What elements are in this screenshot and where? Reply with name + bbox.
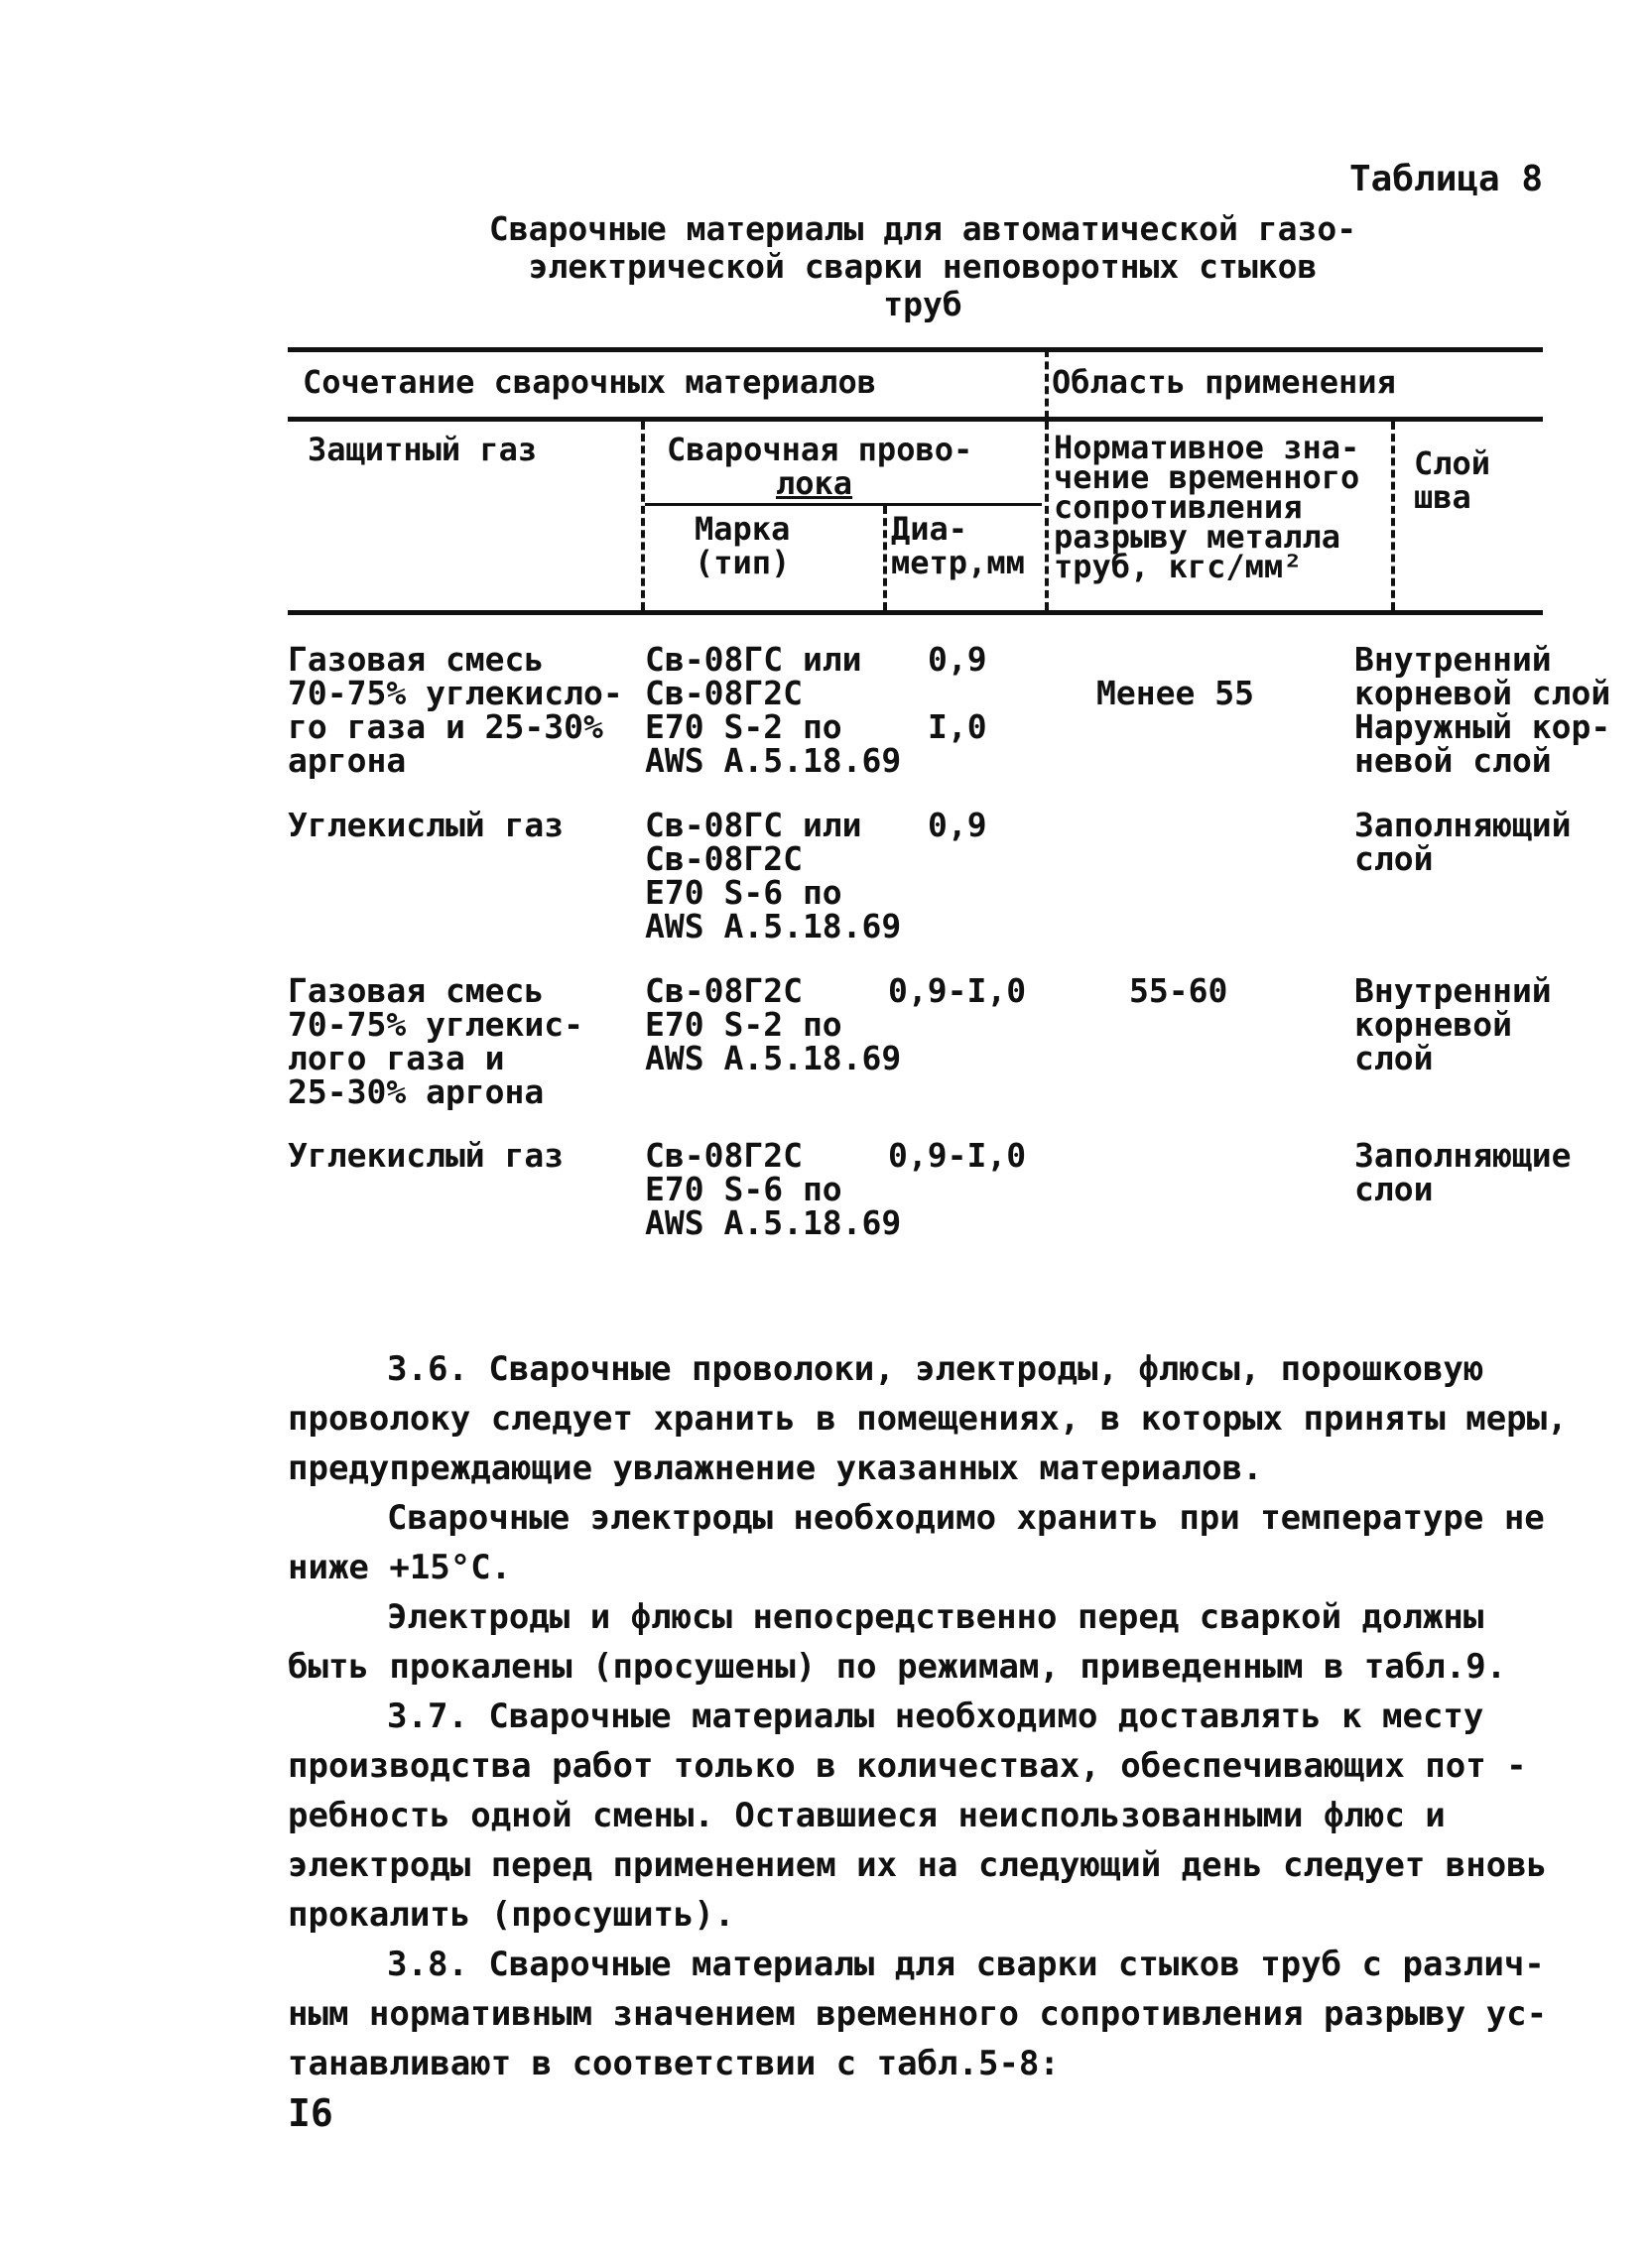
column-divider — [1045, 349, 1049, 419]
table-row-2-brand: Св-08ГС или Св-08Г2С E70 S-6 по AWS A.5.18.69 — [645, 806, 902, 945]
column-divider — [1045, 422, 1049, 610]
table-row-1-gas: Газовая смесь 70-75% углекисло- го газа и 25-30% аргона — [288, 640, 623, 780]
table-row-3-layer: Внутренний корневой слой — [1354, 971, 1552, 1077]
table-top-rule — [288, 347, 1543, 352]
column-divider — [883, 506, 887, 610]
header-combination: Сочетание сварочных материалов — [303, 363, 876, 401]
table-row-4-diameter: 0,9-I,0 — [888, 1136, 1027, 1175]
table-row-1-brand: Св-08ГС или Св-08Г2С E70 S-2 по AWS A.5.18.69 — [645, 640, 902, 780]
paragraph-3-8: 3.8. Сварочные материалы для сварки стыков труб с различ- ным нормативным значением временного сопротивления разрыву ус- танавливают в соответствии с табл.5-8: — [288, 1945, 1548, 2083]
header-layer: Слой шва — [1414, 444, 1491, 516]
caption-line: труб — [883, 285, 962, 323]
table-row-4-layer: Заполняющие слои — [1354, 1136, 1572, 1208]
table-row-3-strength: 55-60 — [1129, 971, 1228, 1010]
paragraph-calcination: Электроды и флюсы непосредственно перед сваркой должны быть прокалены (просушены) по режимам, приведенным в табл.9. — [288, 1597, 1507, 1687]
table-row-3-gas: Газовая смесь 70-75% углекис- лого газа и 25-30% аргона — [288, 971, 584, 1111]
paragraph-3-6: 3.6. Сварочные проволоки, электроды, флюсы, порошковую проволоку следует хранить в помещениях, в которых приняты меры, предупреждающие увлажнение указанных материалов. — [288, 1349, 1568, 1488]
header-application: Область применения — [1052, 363, 1396, 401]
table-row-4-gas: Углекислый газ — [288, 1136, 565, 1175]
header-strength: Нормативное зна- чение временного сопротивления разрыву металла труб, кгс/мм² — [1054, 429, 1360, 585]
paragraph-3-7: 3.7. Сварочные материалы необходимо доставлять к месту производства работ только в количествах, обеспечивающих пот - ребность одной смены. Оставшиеся неиспользованными флюс и электроды перед применением их на следующий день следует вновь прокалить (просушить). — [288, 1697, 1548, 1935]
header-brand: Марка (тип) — [695, 510, 791, 581]
table-row-2-layer: Заполняющий слой — [1354, 806, 1572, 878]
header-diameter: Диа- метр,мм — [891, 510, 1025, 581]
table-row-3-brand: Св-08Г2С E70 S-2 по AWS A.5.18.69 — [645, 971, 902, 1077]
table-row-2-diameter: 0,9 — [928, 806, 987, 844]
table-group-rule — [288, 417, 1543, 422]
page-number: I6 — [288, 2091, 333, 2135]
caption-line: электрической сварки неповоротных стыков — [528, 247, 1318, 286]
table-row-3-diameter: 0,9-I,0 — [888, 971, 1027, 1010]
paragraph-electrode-storage: Сварочные электроды необходимо хранить при температуре не ниже +15°С. — [288, 1498, 1545, 1587]
table-row-1-layer: Внутренний корневой слой Наружный кор- невой слой — [1354, 640, 1611, 780]
table-caption — [437, 210, 1409, 323]
table-label: Таблица 8 — [1349, 159, 1544, 199]
column-divider — [1391, 422, 1395, 610]
table-row-2-gas: Углекислый газ — [288, 806, 565, 844]
table-row-4-brand: Св-08Г2С E70 S-6 по AWS A.5.18.69 — [645, 1136, 902, 1242]
table-row-1-diameter: 0,9 I,0 — [928, 640, 987, 746]
wire-subheader-rule — [645, 503, 1042, 506]
column-divider — [641, 422, 645, 610]
header-wire: Сварочная прово- лока — [667, 431, 973, 502]
table-header-bottom-rule — [288, 610, 1543, 615]
table-row-1-strength: Менее 55 — [1096, 674, 1254, 712]
header-shielding-gas: Защитный газ — [308, 431, 538, 468]
caption-line: Сварочные материалы для автоматической газо- — [488, 209, 1357, 248]
